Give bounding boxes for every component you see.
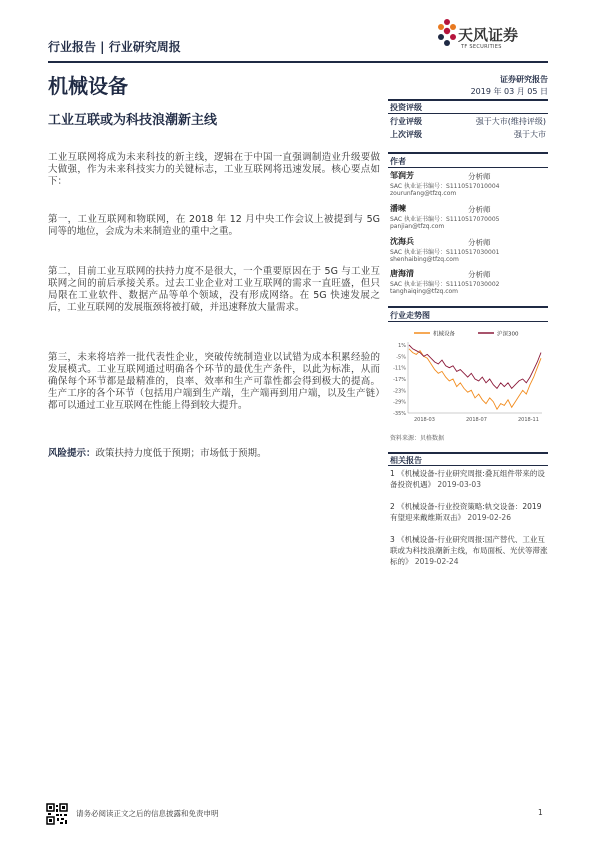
author-name: 潘暕 xyxy=(390,204,406,213)
y-tick-label: 1% xyxy=(398,343,406,349)
author-name: 沈海兵 xyxy=(390,237,414,246)
chart-source: 资料来源：贝格数据 xyxy=(390,435,445,442)
footer-disclaimer: 请务必阅读正文之后的信息披露和免责申明 xyxy=(76,809,219,818)
author-title: 分析师 xyxy=(468,270,491,279)
x-tick-label: 2018-03 xyxy=(414,417,435,423)
x-tick-label: 2018-11 xyxy=(518,417,539,423)
author-email[interactable]: tanghaiqing@tfzq.com xyxy=(390,288,459,295)
prev-rating-value: 强于大市 xyxy=(514,130,546,139)
tf-logo-icon xyxy=(436,18,458,48)
related-report-text: 2 《机械设备-行业投资策略:轨交设备：2019 有望迎来戴维斯双击》 xyxy=(390,502,542,522)
related-report-text: 1 《机械设备-行业研究周报:叠瓦组件带来的设备投资机遇》 xyxy=(390,469,545,489)
author-cert: SAC 执业证书编号：S1110517030002 xyxy=(390,281,500,288)
rating-title: 投资评级 xyxy=(390,103,422,112)
report-date: 2019 年 03 月 05 日 xyxy=(470,87,548,96)
sidebar-divider xyxy=(388,99,548,101)
related-report-date: 2019-02-26 xyxy=(467,513,511,522)
industry-rating-label: 行业评级 xyxy=(390,117,422,126)
x-tick-label: 2018-07 xyxy=(466,417,487,423)
author-email[interactable]: panjian@tfzq.com xyxy=(390,223,445,230)
author-email[interactable]: shenhaibing@tfzq.com xyxy=(390,256,459,263)
trend-title: 行业走势图 xyxy=(390,311,430,320)
related-report-item[interactable] xyxy=(390,501,548,523)
sidebar-divider xyxy=(388,167,548,168)
brand-subtitle: TF SECURITIES xyxy=(461,44,502,50)
sidebar-divider xyxy=(388,321,548,322)
related-report-date: 2019-02-24 xyxy=(414,557,459,566)
paragraph-third: 第三，未来将培养一批代表性企业，突破传统制造业以试错为成本积累经验的发展模式。工业互联网通过明确各个环节的最优生产条件，以此为标准，从而确保每个环节都是最精准的，良率、效率和生产可靠性都会得到极大的提高。生产工序的各个环节（包括用户端到生产端，生产端再到用户端，以及生产链）都可以通过工业互联网在性能上得到较大提升。 xyxy=(48,352,380,411)
industry-rating-value: 强于大市(维持评级) xyxy=(475,117,546,126)
authors-title: 作者 xyxy=(390,157,406,166)
y-tick-label: -5% xyxy=(396,354,406,361)
sidebar-divider xyxy=(388,465,548,466)
sidebar-divider xyxy=(388,113,548,114)
prev-rating-label: 上次评级 xyxy=(390,130,422,139)
related-report-item[interactable] xyxy=(390,534,548,567)
brand-name: 天风证券 xyxy=(458,26,519,44)
industry-name: 机械设备 xyxy=(48,74,128,98)
sidebar-divider xyxy=(388,152,548,154)
risk-label: 风险提示： xyxy=(48,448,96,459)
y-tick-label: -23% xyxy=(393,388,406,395)
report-type: 证券研究报告 xyxy=(500,75,548,84)
author-cert: SAC 执业证书编号：S1110517070005 xyxy=(390,216,500,223)
header-divider xyxy=(48,61,548,63)
related-title: 相关报告 xyxy=(390,456,422,465)
series-line-2 xyxy=(409,345,541,388)
related-report-date: 2019-03-03 xyxy=(437,480,481,489)
y-tick-label: -11% xyxy=(393,365,406,372)
related-report-item[interactable] xyxy=(390,468,548,490)
legend-label: 沪深300 xyxy=(497,331,519,338)
risk-text: 政策扶持力度低于预期；市场低于预期。 xyxy=(95,448,267,459)
paragraph-second: 第二，目前工业互联网的扶持力度不是很大，一个重要原因在于 5G 与工业互联网之间的前后承接关系。过去工业企业对工业互联网的需求一直旺盛，但只局限在工业软件、数据产品等单个领域，没有形成网络。在 5G 快速发展之后，工业互联网的发展瓶颈将被打破，并迅速释放大量需求。 xyxy=(48,266,380,313)
author-title: 分析师 xyxy=(468,172,491,181)
y-tick-label: -35% xyxy=(393,411,406,417)
sidebar-divider xyxy=(388,452,548,454)
page-number: 1 xyxy=(538,808,543,817)
legend-label: 机械设备 xyxy=(433,331,456,338)
report-category: 行业报告 | 行业研究周报 xyxy=(48,40,181,54)
author-cert: SAC 执业证书编号：S1110517030001 xyxy=(390,249,500,256)
author-cert: SAC 执业证书编号：S1110517010004 xyxy=(390,183,500,190)
related-report-text: 3 《机械设备-行业研究周报:国产替代、工业互联或为科技浪潮新主线，布局面板、光伏等滞涨标的》 xyxy=(390,535,548,566)
report-title: 工业互联或为科技浪潮新主线 xyxy=(48,113,218,128)
y-tick-label: -17% xyxy=(393,377,406,383)
author-email[interactable]: zourunfang@tfzq.com xyxy=(390,190,457,197)
author-name: 唐海清 xyxy=(390,269,414,278)
qr-code-icon xyxy=(46,803,68,825)
author-name: 邹润芳 xyxy=(390,171,414,180)
paragraph-first: 第一，工业互联网和物联网，在 2018 年 12 月中央工作会议上被提到与 5G 同等的地位，会成为未来制造业的重中之重。 xyxy=(48,214,380,237)
risk-warning xyxy=(48,448,380,460)
paragraph-intro: 工业互联网将成为未来科技的新主线，逻辑在于中国一直强调制造业升级要做大做强，作为未来科技实力的关键标志，工业互联网将迅速发展。核心要点如下： xyxy=(48,152,380,187)
trend-chart xyxy=(388,325,548,430)
y-tick-label: -29% xyxy=(393,399,406,406)
author-title: 分析师 xyxy=(468,238,491,247)
author-title: 分析师 xyxy=(468,205,491,214)
sidebar-divider xyxy=(388,306,548,308)
